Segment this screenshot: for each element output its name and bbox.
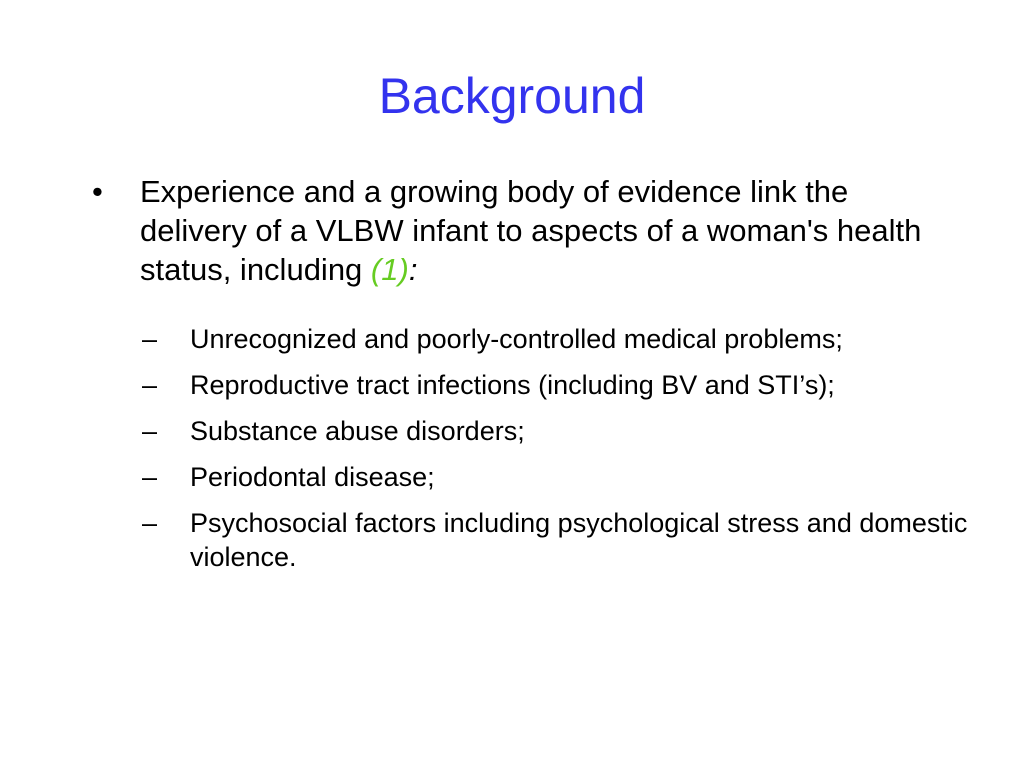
- sub-bullet-list: [142, 322, 982, 586]
- list-item-text: Reproductive tract infections (including BV and STI’s);: [190, 370, 835, 400]
- bullet-colon: :: [408, 252, 418, 287]
- list-item: [142, 368, 982, 402]
- dash-icon: –: [142, 416, 158, 446]
- list-item: [142, 322, 982, 356]
- list-item: [142, 414, 982, 448]
- bullet-icon: •: [92, 174, 103, 209]
- main-bullet-body: Experience and a growing body of evidence link the delivery of a VLBW infant to aspects of a woman's health status, including: [140, 174, 922, 287]
- slide-title: Background: [378, 68, 646, 124]
- dash-icon: –: [142, 508, 158, 538]
- list-item: [142, 460, 982, 494]
- main-bullet-text: [140, 172, 962, 289]
- dash-icon: –: [142, 324, 158, 354]
- list-item-text: Psychosocial factors including psychological stress and domestic violence.: [190, 508, 968, 572]
- dash-icon: –: [142, 370, 158, 400]
- main-bullet: [92, 172, 962, 289]
- citation-ref: (1): [370, 252, 409, 287]
- list-item-text: Periodontal disease;: [190, 462, 435, 492]
- list-item-text: Substance abuse disorders;: [190, 416, 525, 446]
- dash-icon: –: [142, 462, 158, 492]
- list-item-text: Unrecognized and poorly-controlled medical problems;: [190, 324, 843, 354]
- list-item: [142, 506, 982, 574]
